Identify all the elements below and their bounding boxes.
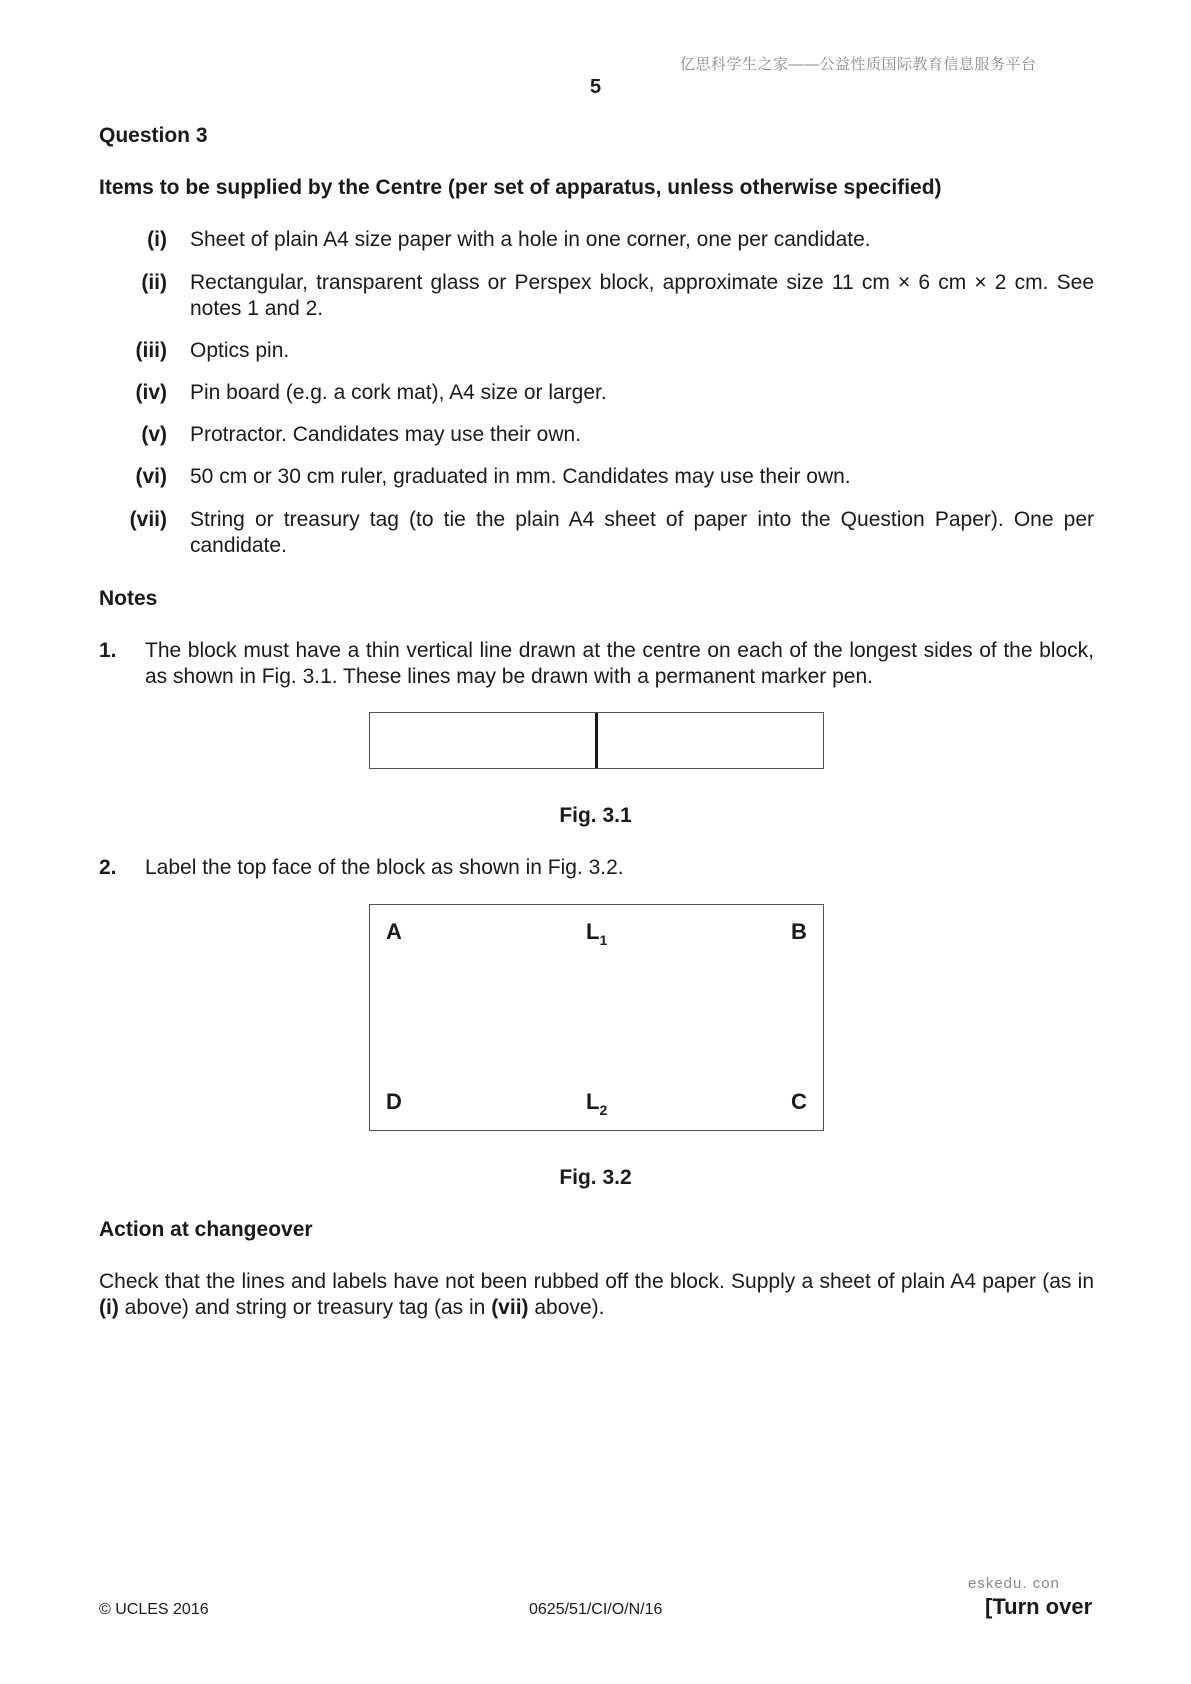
item-text: Protractor. Candidates may use their own.: [190, 423, 582, 446]
label-c: C: [791, 1089, 807, 1114]
fig-3-1-block: [369, 712, 824, 769]
watermark-header: 亿思科学生之家——公益性质国际教育信息服务平台: [680, 56, 1037, 73]
note-text: Label the top face of the block as shown in Fig. 3.2.: [145, 856, 624, 879]
changeover-text: Check that the lines and labels have not been rubbed off the block. Supply a sheet of plain A4 paper (as in (i) above) and string or treasury tag (as in (vii) above).: [99, 1270, 1094, 1319]
copyright: © UCLES 2016: [99, 1601, 209, 1618]
label-b: B: [791, 919, 807, 944]
page-number: 5: [589, 76, 602, 98]
fig-3-1-caption: Fig. 3.1: [559, 804, 632, 827]
item-number: (iv): [135, 381, 167, 404]
item-number: (ii): [141, 271, 167, 294]
notes-heading: Notes: [99, 587, 158, 610]
note-text: The block must have a thin vertical line drawn at the centre on each of the longest sides of the block, as shown in Fig. 3.1. These lines may be drawn with a permanent marker pen.: [145, 639, 1094, 688]
item-text: Rectangular, transparent glass or Perspex block, approximate size 11 cm × 6 cm × 2 cm. See notes 1 and 2.: [190, 271, 1094, 320]
paper-code: 0625/51/CI/O/N/16: [529, 1601, 663, 1618]
turn-over: [Turn over: [985, 1594, 1093, 1619]
note-number: 2.: [99, 856, 117, 879]
changeover-heading: Action at changeover: [99, 1218, 313, 1241]
item-text: 50 cm or 30 cm ruler, graduated in mm. Candidates may use their own.: [190, 465, 851, 488]
fig-3-2-caption: Fig. 3.2: [559, 1166, 632, 1189]
question-title: Question 3: [99, 124, 208, 147]
centre-line: [595, 713, 598, 768]
fig-3-2-block: [369, 904, 824, 1131]
items-heading: Items to be supplied by the Centre (per set of apparatus, unless otherwise specified): [99, 176, 942, 199]
item-text: Optics pin.: [190, 339, 290, 362]
label-a: A: [386, 919, 402, 944]
label-l2: $L_2$: [586, 1089, 608, 1118]
item-number: (vii): [129, 508, 167, 531]
item-number: (i): [147, 228, 167, 251]
label-d: D: [386, 1089, 402, 1114]
item-text: String or treasury tag (to tie the plain A4 sheet of paper into the Question Paper). One per candidate.: [190, 508, 1094, 557]
watermark-footer: eskedu. con: [968, 1575, 1060, 1592]
note-number: 1.: [99, 639, 117, 662]
item-number: (vi): [135, 465, 167, 488]
item-number: (iii): [135, 339, 167, 362]
item-number: (v): [141, 423, 167, 446]
item-text: Pin board (e.g. a cork mat), A4 size or larger.: [190, 381, 607, 404]
label-l1: $L_1$: [586, 919, 608, 948]
item-text: Sheet of plain A4 size paper with a hole in one corner, one per candidate.: [190, 228, 871, 251]
